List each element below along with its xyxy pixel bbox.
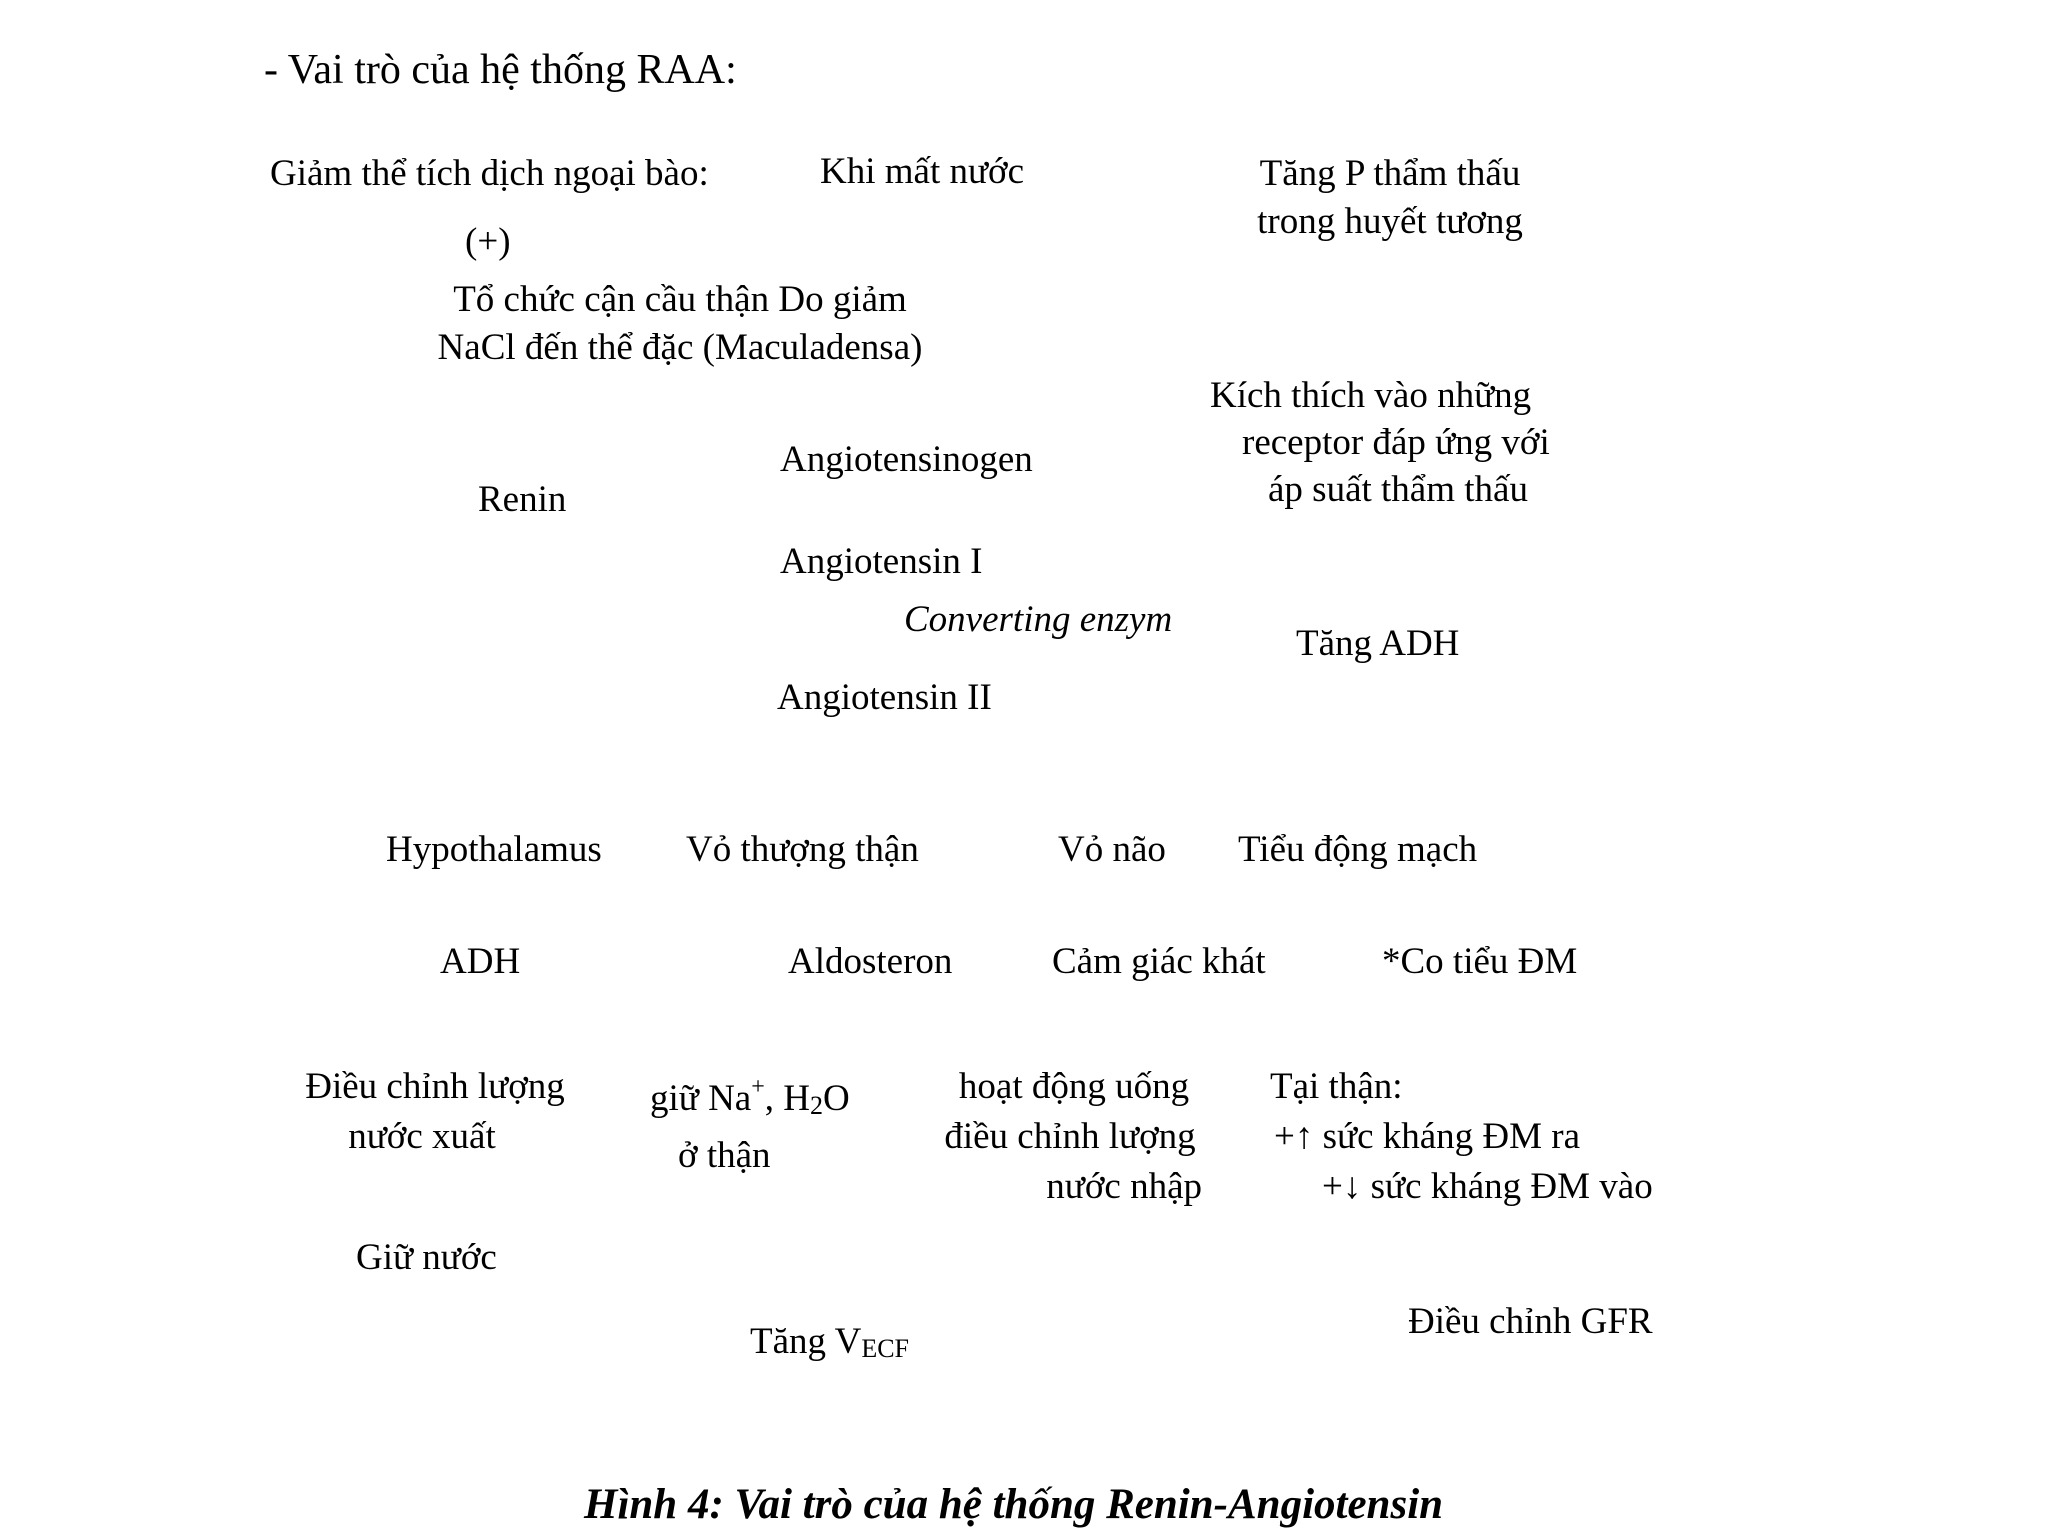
giu-na-sub: 2 [810,1091,824,1120]
node-to-chuc-can-cau-than [400,276,960,372]
node-khi-mat-nuoc: Khi mất nước [820,151,1025,192]
node-adh: ADH [440,941,521,982]
giu-na-sup: + [751,1074,765,1100]
node-tai-than-line3: +↓ sức kháng ĐM vào [1322,1166,1653,1207]
node-kich-thich-receptor [1210,372,1610,513]
node-kich-thich-line3: áp suất thẩm thấu [1268,469,1528,510]
node-angiotensin-2: Angiotensin II [777,677,992,718]
node-giu-na-h2o [650,1062,850,1181]
node-giam-the-tich: Giảm thể tích dịch ngoại bào: [270,153,709,194]
node-tang-p-line1: Tăng P thẩm thấu [1259,153,1521,194]
node-tai-than-line1: Tại thận: [1270,1066,1403,1107]
node-cam-giac-khat: Cảm giác khát [1052,941,1266,982]
node-kich-thich-line2: receptor đáp ứng với [1242,422,1550,463]
node-to-chuc-line1: Tổ chức cận cầu thận Do giảm [453,279,907,320]
node-tang-p-tham-thau [1230,150,1550,246]
node-hoat-dong-line1: hoạt động uống [958,1066,1190,1107]
node-hoat-dong-line3: nước nhập [1046,1166,1202,1207]
node-aldosteron: Aldosteron [788,941,953,982]
node-vo-nao: Vỏ não [1058,829,1166,870]
node-tieu-dong-mach: Tiểu động mạch [1238,829,1478,870]
tang-vecf-main: Tăng V [750,1321,862,1362]
node-hypothalamus: Hypothalamus [386,829,602,870]
node-converting-enzym: Converting enzym [904,599,1173,640]
node-kich-thich-line1: Kích thích vào những [1210,375,1532,416]
node-dieu-chinh-line2: nước xuất [348,1116,496,1157]
node-tang-vecf [750,1318,909,1373]
node-angiotensin-1: Angiotensin I [780,541,983,582]
node-giu-nuoc: Giữ nước [356,1237,497,1278]
section-heading: - Vai trò của hệ thống RAA: [264,47,737,93]
node-hoat-dong-uong [920,1062,1220,1212]
node-tai-than-line2: +↑ sức kháng ĐM ra [1274,1116,1581,1157]
giu-na-prefix: giữ Na [650,1078,752,1119]
node-dieu-chinh-gfr: Điều chỉnh GFR [1408,1301,1653,1342]
node-co-tieu-dm: *Co tiểu ĐM [1382,941,1578,982]
node-o-than: ở thận [678,1135,771,1176]
node-dieu-chinh-line1: Điều chỉnh lượng [305,1066,565,1107]
node-tang-p-line2: trong huyết tương [1257,201,1523,242]
node-to-chuc-line2: NaCl đến thể đặc (Maculadensa) [437,327,923,368]
node-renin: Renin [478,479,567,520]
node-vo-thuong-than: Vỏ thượng thận [686,829,919,870]
node-plus-sign: (+) [465,221,511,262]
tang-vecf-sub: ECF [861,1334,910,1363]
node-giu-na-line1 [650,1062,850,1131]
node-tang-adh: Tăng ADH [1296,623,1460,664]
giu-na-mid: , H [764,1078,811,1119]
node-dieu-chinh-nuoc-xuat [270,1062,600,1162]
figure-caption: Hình 4: Vai trò của hệ thống Renin-Angiotensin [584,1481,1444,1528]
node-angiotensinogen: Angiotensinogen [780,439,1033,480]
giu-na-suffix: O [823,1078,850,1119]
node-tai-than [1270,1062,1653,1212]
node-hoat-dong-line2: điều chỉnh lượng [944,1116,1196,1157]
